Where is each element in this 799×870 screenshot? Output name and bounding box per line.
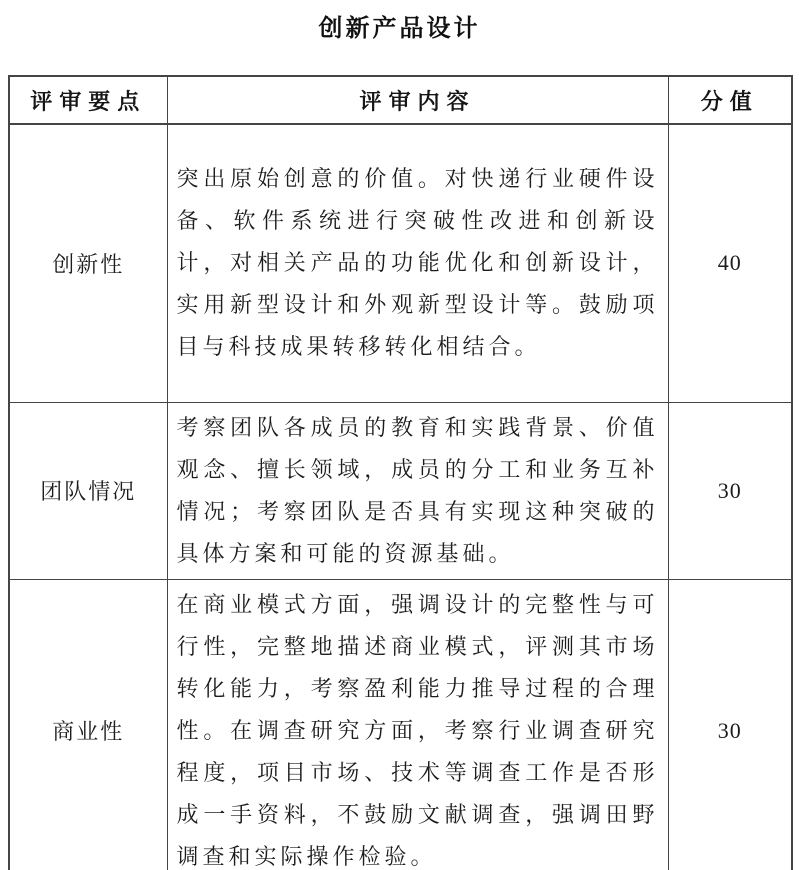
table-row-team (9, 402, 792, 579)
column-header-score: 分值 (668, 76, 792, 124)
score-cell: 40 (668, 124, 792, 402)
score-cell: 30 (668, 402, 792, 579)
document-title: 创新产品设计 (318, 16, 481, 42)
table-header-row (9, 76, 792, 124)
review-content-cell: 突出原始创意的价值。对快递行业硬件设备、软件系统进行突破性改进和创新设计，对相关产品的功能优化和创新设计，实用新型设计和外观新型设计等。鼓励项目与科技成果转移转化相结合。 (167, 124, 668, 402)
column-header-review-point: 评审要点 (9, 76, 167, 124)
review-point-cell: 创新性 (9, 124, 167, 402)
review-table (8, 75, 793, 870)
review-content-cell: 在商业模式方面，强调设计的完整性与可行性，完整地描述商业模式，评测其市场转化能力，考察盈利能力推导过程的合理性。在调查研究方面，考察行业调查研究程度，项目市场、技术等调查工作是否形成一手资料，不鼓励文献调查，强调田野调查和实际操作检验。 (167, 579, 668, 870)
review-content-cell: 考察团队各成员的教育和实践背景、价值观念、擅长领域，成员的分工和业务互补情况；考察团队是否具有实现这种突破的具体方案和可能的资源基础。 (167, 402, 668, 579)
review-point-cell: 商业性 (9, 579, 167, 870)
score-cell: 30 (668, 579, 792, 870)
review-point-cell: 团队情况 (9, 402, 167, 579)
table-row-commercial (9, 579, 792, 870)
table-row-innovation (9, 124, 792, 402)
column-header-review-content: 评审内容 (167, 76, 668, 124)
